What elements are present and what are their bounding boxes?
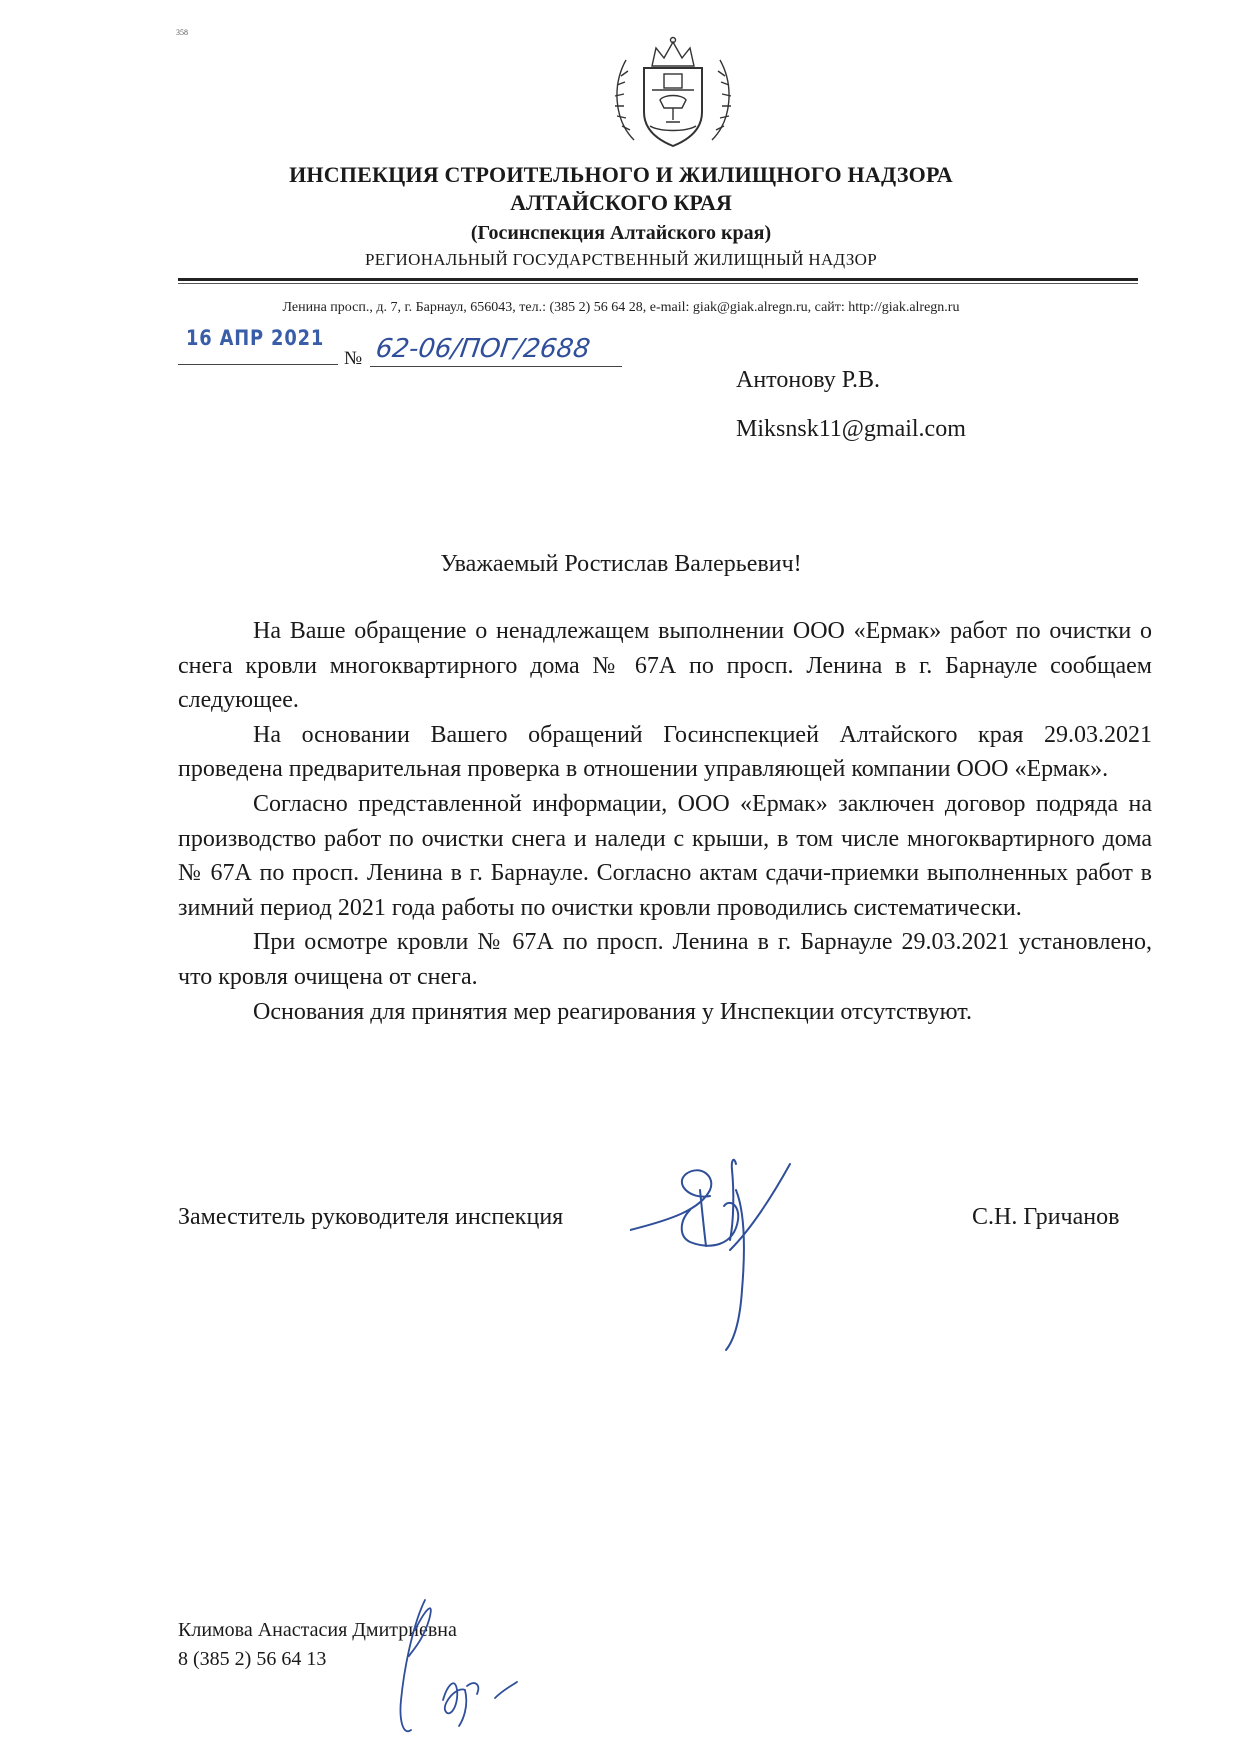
page-number: 358 bbox=[176, 28, 188, 37]
executor-phone: 8 (385 2) 56 64 13 bbox=[178, 1648, 327, 1670]
letter-body bbox=[178, 614, 1152, 1029]
header-rule-thick bbox=[178, 278, 1138, 281]
paragraph: Основания для принятия мер реагирования у Инспекции отсутствуют. bbox=[253, 998, 972, 1025]
date-stamp: 16 АПР 2021 bbox=[186, 326, 325, 350]
executor-signature-icon bbox=[385, 1590, 545, 1740]
number-sign: № bbox=[344, 348, 363, 369]
executor-name: Климова Анастасия Дмитриевна bbox=[178, 1619, 457, 1641]
salutation: Уважаемый Ростислав Валерьевич! bbox=[440, 551, 802, 577]
org-short-name: (Госинспекция Алтайского края) bbox=[470, 222, 772, 244]
paragraph: Согласно представленной информации, ООО «Ермак» заключен договор подряда на производство работ по очистки снега и наледи с крыши, в том числе многоквартирного дома № 67А по просп. Ленина в г. Барнауле. Согласно актам сдачи-приемки выполненных работ в зимний период 2021 года работы по очистки кровли проводились систематически. bbox=[178, 790, 1152, 921]
date-underline bbox=[178, 364, 338, 365]
org-contacts: Ленина просп., д. 7, г. Барнаул, 656043, тел.: (385 2) 56 64 28, e-mail: giak@giak.alregn.ru, сайт: http://giak.alregn.ru bbox=[282, 300, 960, 315]
org-name-line2: АЛТАЙСКОГО КРАЯ bbox=[510, 190, 732, 215]
signatory-name: С.Н. Гричанов bbox=[972, 1204, 1120, 1230]
signature-icon bbox=[630, 1150, 850, 1360]
addressee-name: Антонову Р.В. bbox=[736, 367, 881, 393]
number-underline bbox=[370, 366, 622, 367]
org-name-line1: ИНСПЕКЦИЯ СТРОИТЕЛЬНОГО И ЖИЛИЩНОГО НАДЗОРА bbox=[289, 162, 953, 187]
paragraph: На Ваше обращение о ненадлежащем выполнении ООО «Ермак» работ по очистки о снега кровли многоквартирного дома № 67А по просп. Ленина в г. Барнауле сообщаем следующее. bbox=[178, 618, 1152, 714]
paragraph: На основании Вашего обращений Госинспекцией Алтайского края 29.03.2021 проведена предварительная проверка в отношении управляющей компании ООО «Ермак». bbox=[178, 721, 1152, 783]
signatory-title: Заместитель руководителя инспекция bbox=[178, 1204, 564, 1230]
org-department: РЕГИОНАЛЬНЫЙ ГОСУДАРСТВЕННЫЙ ЖИЛИЩНЫЙ НАДЗОР bbox=[364, 250, 878, 269]
addressee-email: Miksnsk11@gmail.com bbox=[736, 416, 966, 442]
header-rule-thin bbox=[178, 283, 1138, 284]
registration-number: 62-06/ПОГ/2688 bbox=[373, 334, 592, 364]
paragraph: При осмотре кровли № 67А по просп. Ленина в г. Барнауле 29.03.2021 установлено, что кровля очищена от снега. bbox=[178, 929, 1152, 990]
coat-of-arms-icon bbox=[604, 30, 742, 158]
